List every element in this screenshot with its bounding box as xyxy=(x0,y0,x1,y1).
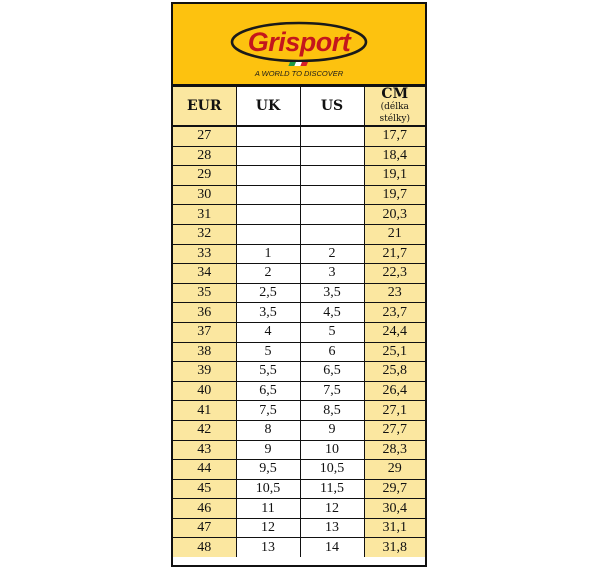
cell-cm: 30,4 xyxy=(364,499,425,519)
table-row xyxy=(173,322,425,342)
table-row xyxy=(173,224,425,244)
cell-cm: 31,8 xyxy=(364,538,425,557)
cell-us: 4,5 xyxy=(300,303,364,323)
cell-eur: 28 xyxy=(173,146,236,166)
cell-us: 6,5 xyxy=(300,362,364,382)
cell-cm: 27,1 xyxy=(364,401,425,421)
cell-cm: 29,7 xyxy=(364,479,425,499)
cell-cm: 19,7 xyxy=(364,185,425,205)
cell-us xyxy=(300,166,364,186)
cell-us: 7,5 xyxy=(300,381,364,401)
table-row xyxy=(173,283,425,303)
cell-cm: 24,4 xyxy=(364,322,425,342)
cell-uk: 5,5 xyxy=(236,362,300,382)
cell-eur: 48 xyxy=(173,538,236,557)
cell-eur: 39 xyxy=(173,362,236,382)
cell-us: 11,5 xyxy=(300,479,364,499)
size-table-body xyxy=(173,126,425,557)
cell-uk: 2,5 xyxy=(236,283,300,303)
cell-eur: 44 xyxy=(173,460,236,480)
cell-uk xyxy=(236,185,300,205)
cell-eur: 40 xyxy=(173,381,236,401)
cell-cm: 31,1 xyxy=(364,518,425,538)
cell-cm: 25,8 xyxy=(364,362,425,382)
cell-cm: 21,7 xyxy=(364,244,425,264)
cell-eur: 35 xyxy=(173,283,236,303)
cell-eur: 46 xyxy=(173,499,236,519)
cell-cm: 23 xyxy=(364,283,425,303)
cell-us: 3,5 xyxy=(300,283,364,303)
cell-uk: 11 xyxy=(236,499,300,519)
cell-cm: 20,3 xyxy=(364,205,425,225)
header-cm-label: CM xyxy=(381,85,409,102)
header-cm-sublabel: (délka stélky) xyxy=(379,101,410,124)
cell-us: 10 xyxy=(300,440,364,460)
cell-us: 14 xyxy=(300,538,364,557)
cell-uk xyxy=(236,126,300,146)
cell-us: 13 xyxy=(300,518,364,538)
table-row xyxy=(173,401,425,421)
cell-cm: 26,4 xyxy=(364,381,425,401)
cell-uk: 4 xyxy=(236,322,300,342)
cell-us: 6 xyxy=(300,342,364,362)
table-row xyxy=(173,381,425,401)
header-eur: EUR xyxy=(173,87,236,127)
table-row xyxy=(173,126,425,146)
cell-us: 8,5 xyxy=(300,401,364,421)
size-table xyxy=(173,86,425,557)
cell-eur: 38 xyxy=(173,342,236,362)
cell-cm: 29 xyxy=(364,460,425,480)
italian-flag-icon xyxy=(288,62,308,66)
table-row xyxy=(173,518,425,538)
cell-cm: 18,4 xyxy=(364,146,425,166)
table-row xyxy=(173,205,425,225)
cell-us: 2 xyxy=(300,244,364,264)
cell-eur: 30 xyxy=(173,185,236,205)
cell-uk: 10,5 xyxy=(236,479,300,499)
brand-tagline: A WORLD TO DISCOVER xyxy=(254,69,344,78)
cell-uk: 3,5 xyxy=(236,303,300,323)
cell-eur: 29 xyxy=(173,166,236,186)
cell-us xyxy=(300,185,364,205)
cell-uk: 9 xyxy=(236,440,300,460)
cell-eur: 41 xyxy=(173,401,236,421)
cell-uk xyxy=(236,146,300,166)
table-row xyxy=(173,362,425,382)
cell-eur: 37 xyxy=(173,322,236,342)
cell-us xyxy=(300,146,364,166)
table-row xyxy=(173,303,425,323)
size-chart xyxy=(171,2,427,567)
table-row xyxy=(173,420,425,440)
cell-uk xyxy=(236,166,300,186)
cell-cm: 22,3 xyxy=(364,264,425,284)
cell-uk: 7,5 xyxy=(236,401,300,421)
cell-uk: 8 xyxy=(236,420,300,440)
cell-us: 9 xyxy=(300,420,364,440)
cell-cm: 19,1 xyxy=(364,166,425,186)
cell-eur: 34 xyxy=(173,264,236,284)
table-row xyxy=(173,146,425,166)
cell-cm: 17,7 xyxy=(364,126,425,146)
grisport-logo xyxy=(173,4,425,84)
cell-us: 3 xyxy=(300,264,364,284)
cell-us xyxy=(300,205,364,225)
cell-uk: 12 xyxy=(236,518,300,538)
table-row xyxy=(173,342,425,362)
cell-uk: 2 xyxy=(236,264,300,284)
table-row xyxy=(173,440,425,460)
header-us: US xyxy=(300,87,364,127)
table-row xyxy=(173,244,425,264)
cell-eur: 45 xyxy=(173,479,236,499)
table-header-row xyxy=(173,87,425,127)
cell-us: 5 xyxy=(300,322,364,342)
cell-eur: 47 xyxy=(173,518,236,538)
table-row xyxy=(173,479,425,499)
brand-header xyxy=(173,4,425,86)
cell-uk: 5 xyxy=(236,342,300,362)
cell-cm: 27,7 xyxy=(364,420,425,440)
cell-uk: 13 xyxy=(236,538,300,557)
cell-eur: 42 xyxy=(173,420,236,440)
cell-cm: 25,1 xyxy=(364,342,425,362)
cell-uk: 6,5 xyxy=(236,381,300,401)
table-row xyxy=(173,166,425,186)
cell-uk: 9,5 xyxy=(236,460,300,480)
cell-eur: 27 xyxy=(173,126,236,146)
cell-cm: 23,7 xyxy=(364,303,425,323)
cell-us xyxy=(300,224,364,244)
logo-wordmark: Grisport xyxy=(247,27,351,57)
cell-eur: 36 xyxy=(173,303,236,323)
table-row xyxy=(173,460,425,480)
cell-uk xyxy=(236,224,300,244)
cell-cm: 21 xyxy=(364,224,425,244)
cell-eur: 43 xyxy=(173,440,236,460)
cell-uk xyxy=(236,205,300,225)
header-cm xyxy=(364,87,425,127)
table-row xyxy=(173,538,425,557)
table-row xyxy=(173,264,425,284)
cell-us: 12 xyxy=(300,499,364,519)
header-uk: UK xyxy=(236,87,300,127)
cell-eur: 31 xyxy=(173,205,236,225)
table-row xyxy=(173,499,425,519)
cell-eur: 32 xyxy=(173,224,236,244)
cell-eur: 33 xyxy=(173,244,236,264)
cell-us xyxy=(300,126,364,146)
cell-uk: 1 xyxy=(236,244,300,264)
cell-us: 10,5 xyxy=(300,460,364,480)
table-row xyxy=(173,185,425,205)
cell-cm: 28,3 xyxy=(364,440,425,460)
